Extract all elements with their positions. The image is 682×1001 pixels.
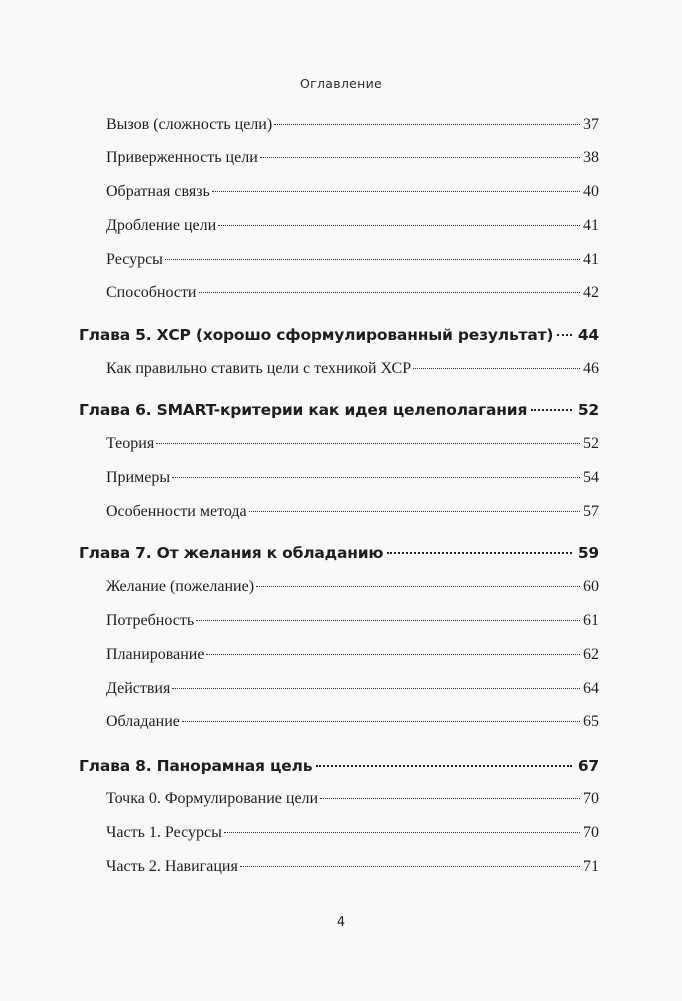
toc-entry-page: 52: [583, 435, 599, 452]
toc-chapter-title: Глава 6. SMART-критерии как идея целеполагания: [79, 401, 528, 419]
toc-entry[interactable]: [106, 284, 599, 302]
toc-entry-title: Теория: [106, 435, 155, 452]
dot-leader: [206, 654, 580, 655]
dot-leader: [320, 798, 580, 799]
toc-entry[interactable]: [106, 858, 599, 876]
toc-entry-title: Потребность: [106, 612, 195, 629]
toc-entry[interactable]: [106, 251, 599, 269]
toc-entry-title: Как правильно ставить цели с техникой ХСР: [106, 360, 412, 377]
toc-entry[interactable]: [106, 183, 599, 201]
toc-entry-title: Часть 1. Ресурсы: [106, 824, 222, 841]
dot-leader: [256, 586, 580, 587]
toc-entry-title: Обладание: [106, 713, 180, 730]
toc-chapter-entry[interactable]: [79, 401, 599, 419]
toc-entry-title: Точка 0. Формулирование цели: [106, 790, 319, 807]
toc-entry[interactable]: [106, 824, 599, 842]
toc-entry-title: Планирование: [106, 646, 205, 663]
dot-leader: [224, 832, 580, 833]
toc-entry[interactable]: [106, 646, 599, 664]
toc-entry-page: 60: [583, 578, 599, 595]
toc-entry[interactable]: [106, 116, 599, 134]
toc-entry-page: 54: [583, 469, 599, 486]
toc-entry-page: 41: [583, 217, 599, 234]
running-head: Оглавление: [299, 76, 383, 91]
toc-entry-title: Обратная связь: [106, 183, 210, 200]
toc-entry-title: Особенности метода: [106, 503, 247, 520]
dot-leader: [218, 225, 580, 226]
dot-leader: [413, 368, 580, 369]
dot-leader: [260, 157, 580, 158]
toc-entry[interactable]: [106, 680, 599, 698]
toc-chapter-title: Глава 5. ХСР (хорошо сформулированный результат): [79, 326, 554, 344]
toc-entry-page: 42: [583, 284, 599, 301]
page-number: 4: [336, 915, 346, 930]
dot-leader: [196, 620, 580, 621]
dot-leader: [240, 866, 580, 867]
toc-entry-page: 62: [583, 646, 599, 663]
toc-entry-title: Действия: [106, 680, 171, 697]
toc-chapter-title: Глава 7. От желания к обладанию: [79, 544, 384, 562]
dot-leader: [557, 334, 572, 336]
dot-leader: [165, 259, 580, 260]
toc-chapter-entry[interactable]: [79, 544, 599, 562]
toc-chapter-page: 67: [577, 757, 599, 775]
dot-leader: [199, 292, 581, 293]
toc-entry-page: 40: [583, 183, 599, 200]
toc-chapter-page: 44: [577, 326, 599, 344]
toc-entry[interactable]: [106, 578, 599, 596]
dot-leader: [182, 721, 580, 722]
toc-entry-page: 46: [583, 360, 599, 377]
dot-leader: [274, 124, 580, 125]
dot-leader: [316, 765, 572, 767]
dot-leader: [156, 443, 580, 444]
dot-leader: [531, 409, 572, 411]
toc-chapter-page: 52: [577, 401, 599, 419]
toc-entry[interactable]: [106, 790, 599, 808]
toc-entry-title: Часть 2. Навигация: [106, 858, 238, 875]
toc-entry-title: Приверженность цели: [106, 149, 258, 166]
toc-entry[interactable]: [106, 435, 599, 453]
toc-entry[interactable]: [106, 713, 599, 731]
dot-leader: [387, 552, 572, 554]
toc-entry-page: 65: [583, 713, 599, 730]
toc-entry[interactable]: [106, 469, 599, 487]
toc-entry[interactable]: [106, 217, 599, 235]
dot-leader: [172, 477, 580, 478]
toc-entry-page: 71: [583, 858, 599, 875]
toc-entry[interactable]: [106, 503, 599, 521]
toc-entry-title: Вызов (сложность цели): [106, 116, 273, 133]
toc-entry[interactable]: [106, 149, 599, 167]
toc-entry-page: 70: [583, 790, 599, 807]
toc-entry-title: Способности: [106, 284, 197, 301]
toc-entry-page: 64: [583, 680, 599, 697]
toc-entry-page: 38: [583, 149, 599, 166]
toc-entry-title: Примеры: [106, 469, 171, 486]
toc-chapter-title: Глава 8. Панорамная цель: [79, 757, 313, 775]
toc-chapter-page: 59: [577, 544, 599, 562]
toc-entry-title: Дробление цели: [106, 217, 217, 234]
toc-chapter-entry[interactable]: [79, 757, 599, 775]
toc-entry[interactable]: [106, 360, 599, 378]
toc-entry[interactable]: [106, 612, 599, 630]
toc-entry-page: 70: [583, 824, 599, 841]
toc-entry-page: 61: [583, 612, 599, 629]
toc-chapter-entry[interactable]: [79, 326, 599, 344]
dot-leader: [212, 191, 580, 192]
toc-entry-page: 37: [583, 116, 599, 133]
toc-entry-title: Ресурсы: [106, 251, 163, 268]
dot-leader: [172, 688, 580, 689]
toc-entry-page: 57: [583, 503, 599, 520]
toc-entry-title: Желание (пожелание): [106, 578, 255, 595]
dot-leader: [249, 511, 580, 512]
toc-entry-page: 41: [583, 251, 599, 268]
